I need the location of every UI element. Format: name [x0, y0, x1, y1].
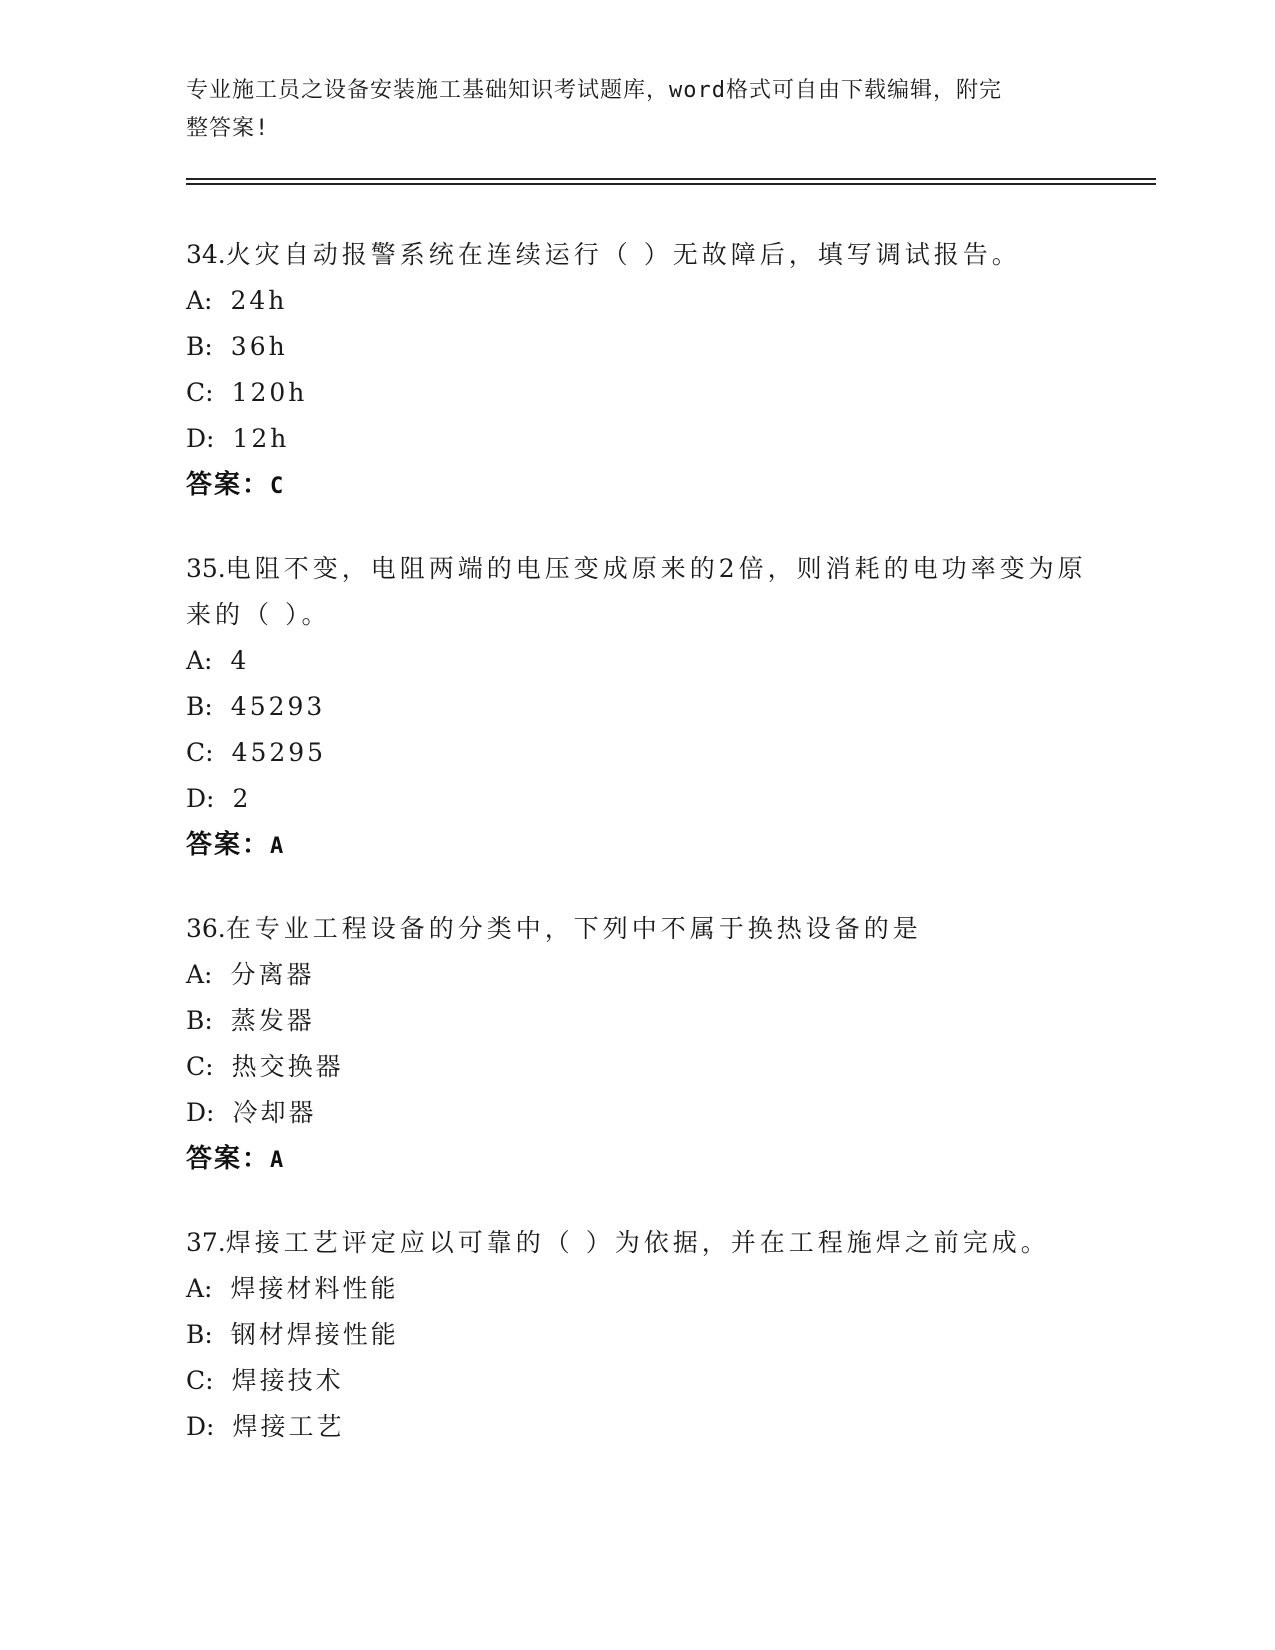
option-a — [186, 952, 1106, 998]
question-item — [186, 1220, 1106, 1450]
option-b — [186, 1312, 1106, 1358]
option-list — [186, 638, 1106, 822]
option-letter: A: — [186, 286, 213, 315]
option-letter: D: — [186, 1412, 215, 1441]
header-line-1: 专业施工员之设备安装施工基础知识考试题库，word格式可自由下载编辑，附完 — [186, 78, 1002, 103]
option-text: 钢材焊接性能 — [230, 1320, 399, 1349]
question-stem — [186, 1220, 1106, 1266]
question-item — [186, 232, 1106, 510]
option-letter: C: — [186, 1052, 214, 1081]
option-text: 焊接材料性能 — [230, 1274, 399, 1303]
option-text: 4 — [230, 646, 250, 675]
option-text: 焊接工艺 — [232, 1412, 345, 1441]
option-letter: B: — [186, 1320, 213, 1349]
option-text: 焊接技术 — [231, 1366, 344, 1395]
question-stem — [186, 546, 1106, 638]
option-letter: D: — [186, 784, 215, 813]
answer-label: 答案： — [186, 470, 271, 500]
option-d — [186, 1090, 1106, 1136]
option-text: 36h — [230, 332, 288, 361]
question-text: 在专业工程设备的分类中，下列中不属于换热设备的是 — [225, 914, 922, 943]
answer-value: A — [270, 1148, 286, 1173]
option-b — [186, 998, 1106, 1044]
question-item — [186, 546, 1106, 870]
option-letter: C: — [186, 738, 214, 767]
header-divider-top — [186, 178, 1156, 180]
option-c — [186, 730, 1106, 776]
option-list — [186, 1266, 1106, 1450]
option-letter: A: — [186, 646, 213, 675]
option-text: 45293 — [230, 692, 326, 721]
option-letter: B: — [186, 692, 213, 721]
question-list — [186, 232, 1106, 1486]
option-letter: C: — [186, 378, 214, 407]
option-text: 蒸发器 — [230, 1006, 315, 1035]
answer-label: 答案： — [186, 830, 271, 860]
option-list — [186, 278, 1106, 462]
option-d — [186, 776, 1106, 822]
question-text: 焊接工艺评定应以可靠的（ ）为依据，并在工程施焊之前完成。 — [225, 1228, 1050, 1257]
option-letter: C: — [186, 1366, 214, 1395]
question-number: 34. — [186, 240, 226, 269]
option-c — [186, 370, 1106, 416]
option-text: 120h — [231, 378, 308, 407]
option-b — [186, 324, 1106, 370]
option-c — [186, 1358, 1106, 1404]
option-letter: B: — [186, 1006, 213, 1035]
header-line-2: 整答案! — [186, 116, 270, 141]
question-stem — [186, 906, 1106, 952]
option-d — [186, 416, 1106, 462]
option-text: 24h — [230, 286, 288, 315]
answer-value: C — [270, 474, 286, 499]
option-a — [186, 278, 1106, 324]
answer-value: A — [270, 834, 286, 859]
header-divider-bottom — [186, 183, 1156, 185]
option-text: 45295 — [231, 738, 327, 767]
answer-label: 答案： — [186, 1144, 271, 1174]
option-letter: A: — [186, 1274, 213, 1303]
option-a — [186, 638, 1106, 684]
answer-line — [186, 462, 1106, 510]
option-letter: D: — [186, 1098, 215, 1127]
option-text: 12h — [232, 424, 290, 453]
option-list — [186, 952, 1106, 1136]
option-text: 冷却器 — [232, 1098, 317, 1127]
option-text: 分离器 — [230, 960, 315, 989]
option-a — [186, 1266, 1106, 1312]
option-d — [186, 1404, 1106, 1450]
option-letter: D: — [186, 424, 215, 453]
option-text: 2 — [232, 784, 252, 813]
option-text: 热交换器 — [231, 1052, 344, 1081]
question-number: 35. — [186, 554, 226, 583]
question-text: 火灾自动报警系统在连续运行（ ）无故障后，填写调试报告。 — [225, 240, 1021, 269]
question-stem — [186, 232, 1106, 278]
document-header — [186, 72, 1066, 148]
answer-line — [186, 822, 1106, 870]
option-letter: B: — [186, 332, 213, 361]
question-number: 37. — [186, 1228, 226, 1257]
question-text: 电阻不变，电阻两端的电压变成原来的2倍，则消耗的电功率变为原来的（ ）。 — [186, 554, 1087, 629]
question-item — [186, 906, 1106, 1184]
option-c — [186, 1044, 1106, 1090]
question-number: 36. — [186, 914, 226, 943]
option-letter: A: — [186, 960, 213, 989]
option-b — [186, 684, 1106, 730]
answer-line — [186, 1136, 1106, 1184]
